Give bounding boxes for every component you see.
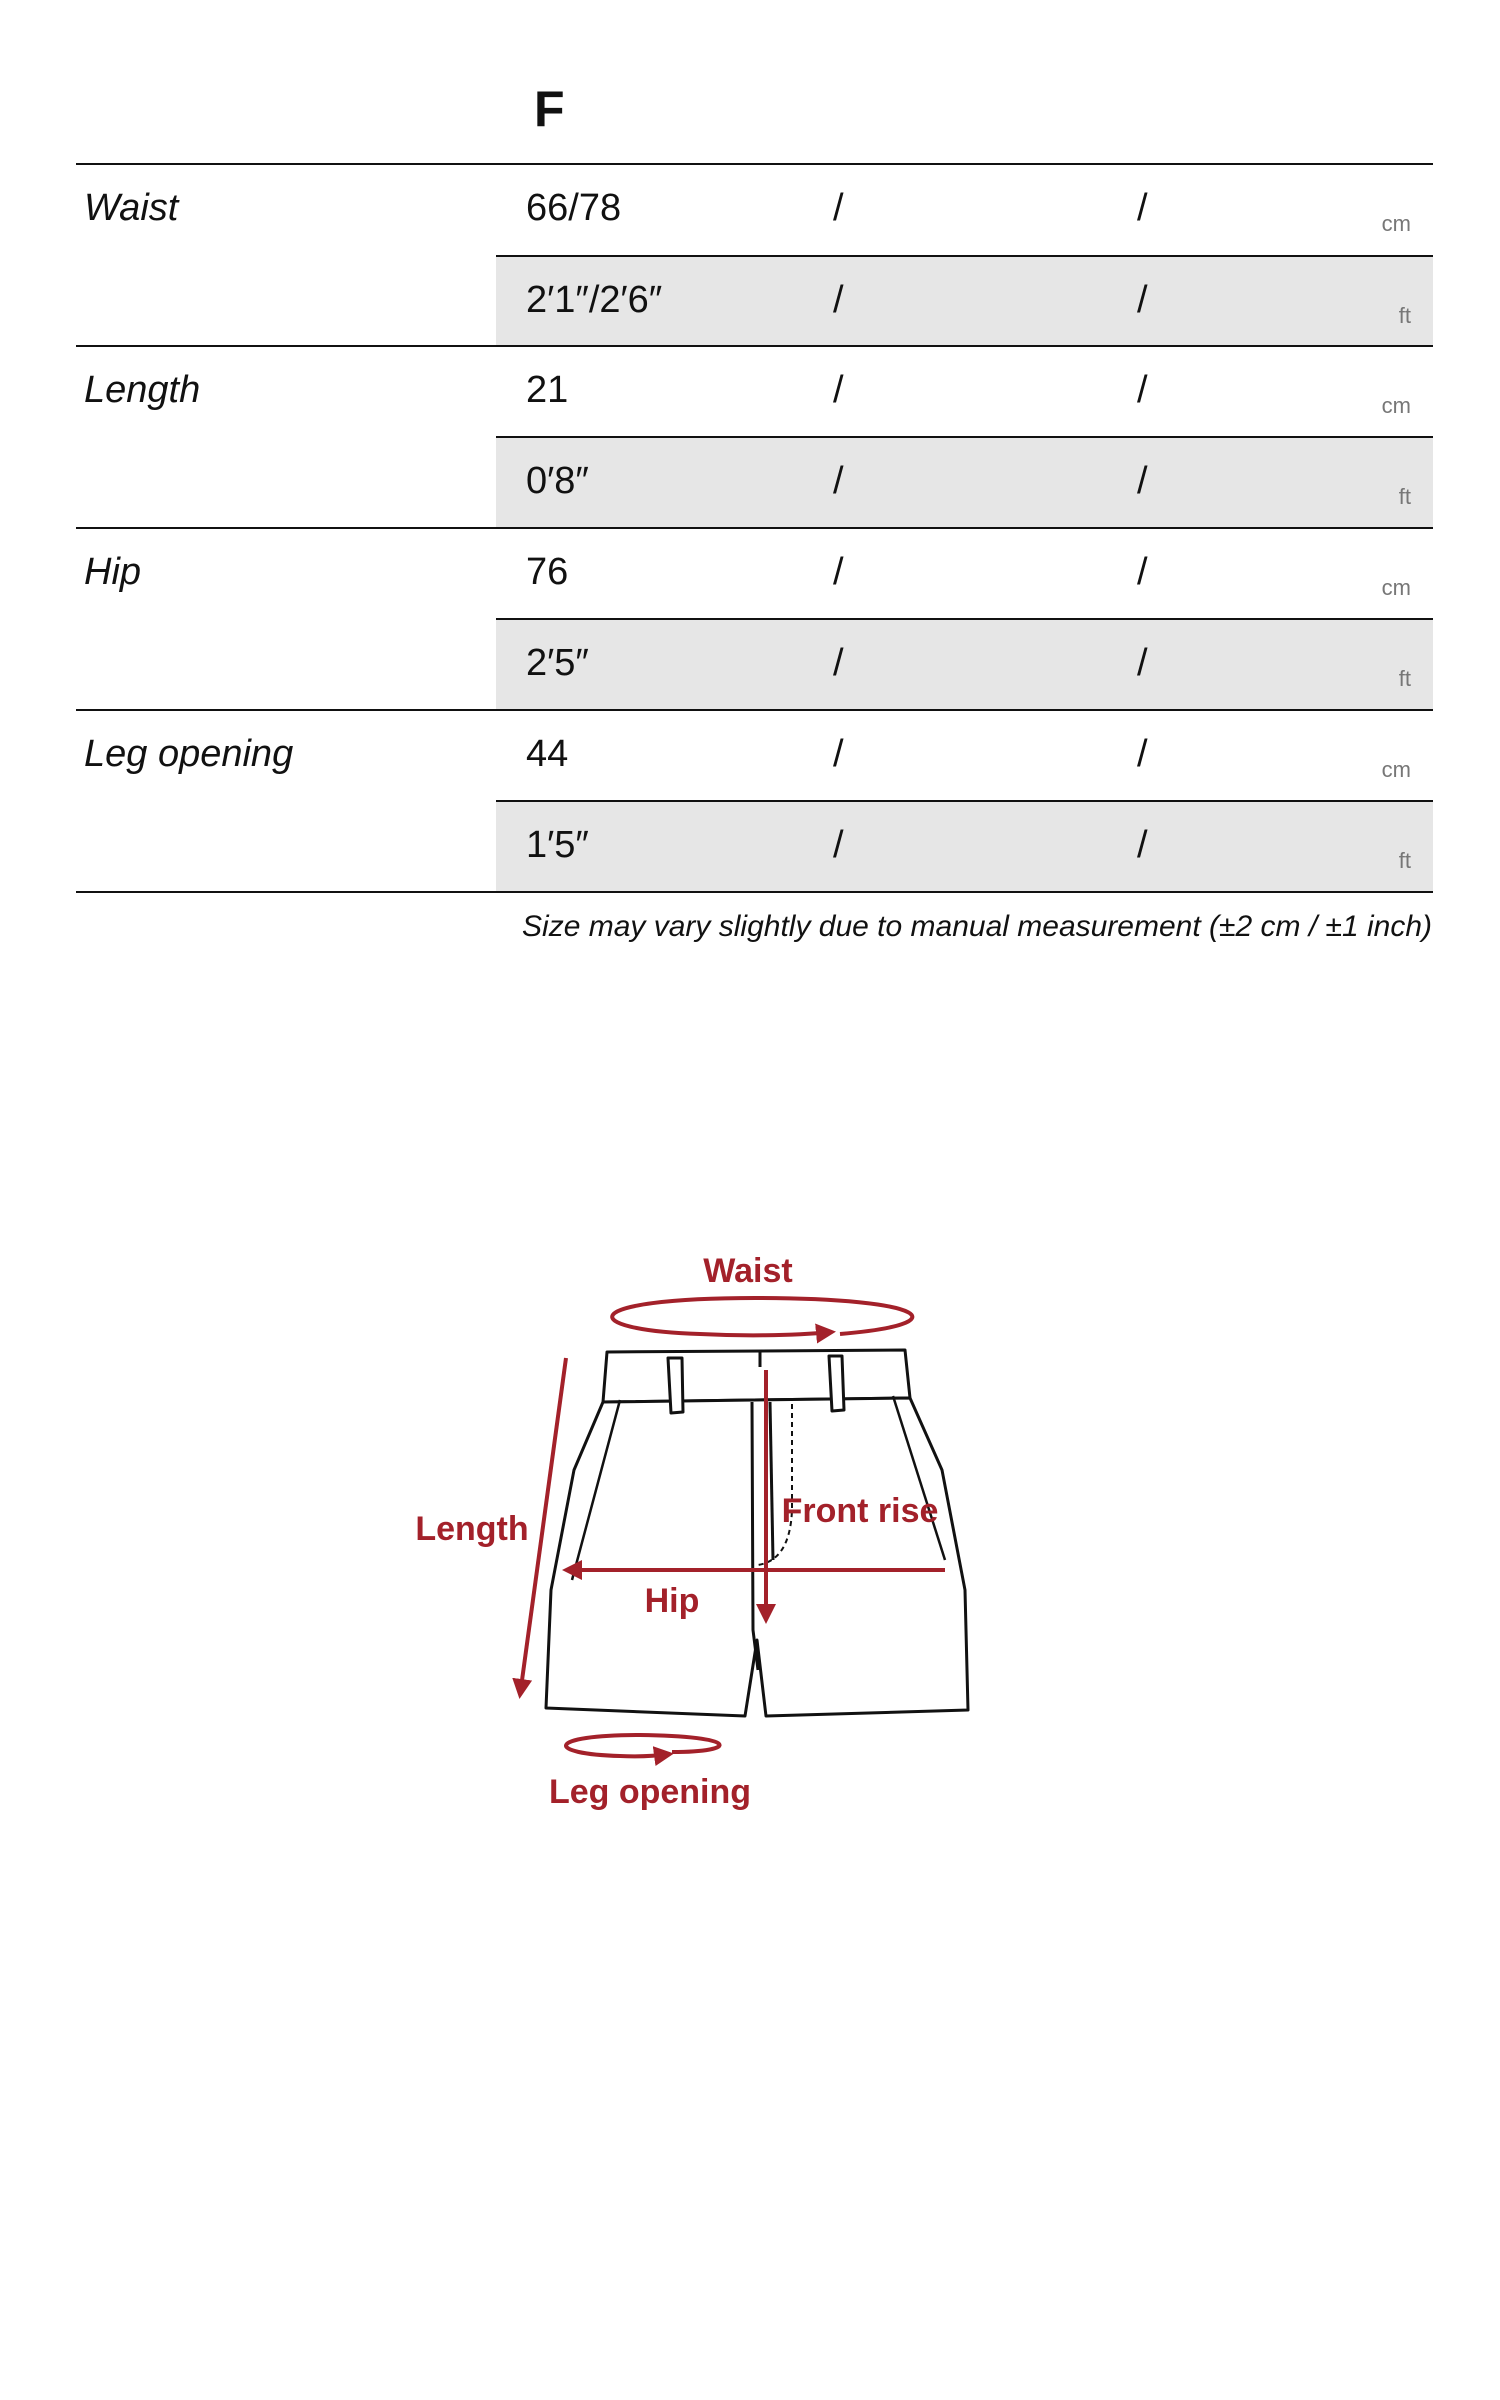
unit-ft: ft <box>1398 303 1411 328</box>
separator: / <box>833 551 844 593</box>
value-waist-cm: 66/78 <box>526 187 622 229</box>
table-row-leg-opening-cm <box>76 711 1433 801</box>
row-band <box>496 620 1433 710</box>
separator: / <box>1137 824 1148 866</box>
unit-ft: ft <box>1398 484 1411 509</box>
belt-loop-left <box>668 1358 683 1413</box>
value-hip-ft: 2′5″ <box>526 642 589 684</box>
separator: / <box>1137 733 1148 775</box>
table-row-waist-ft <box>76 257 1433 347</box>
table-row-length-cm <box>76 347 1433 437</box>
value-hip-cm: 76 <box>526 551 569 593</box>
waistband <box>603 1350 910 1402</box>
value-length-cm: 21 <box>526 369 569 411</box>
row-label-waist: Waist <box>84 187 179 229</box>
separator: / <box>1137 551 1148 593</box>
label-leg-opening: Leg opening <box>548 1773 752 1811</box>
unit-cm: cm <box>1381 575 1411 600</box>
separator: / <box>833 733 844 775</box>
separator: / <box>833 369 844 411</box>
unit-ft: ft <box>1398 848 1411 873</box>
row-label-hip: Hip <box>84 551 142 593</box>
waist-arrow <box>612 1298 912 1335</box>
row-band <box>496 438 1433 528</box>
value-leg-opening-cm: 44 <box>526 733 569 775</box>
label-front-rise: Front rise <box>781 1492 939 1530</box>
value-waist-ft: 2′1″/2′6″ <box>526 279 663 321</box>
measurement-note: Size may vary slightly due to manual measurement (±2 cm / ±1 inch) <box>522 910 1432 943</box>
shorts-measurement-diagram <box>0 1200 1500 1900</box>
separator: / <box>833 460 844 502</box>
value-length-ft: 0′8″ <box>526 460 589 502</box>
row-label-length: Length <box>84 369 201 411</box>
unit-cm: cm <box>1381 211 1411 236</box>
table-row-waist-cm <box>76 165 1433 255</box>
separator: / <box>833 642 844 684</box>
value-leg-opening-ft: 1′5″ <box>526 824 589 866</box>
label-waist: Waist <box>703 1252 793 1290</box>
leg-opening-arrow <box>566 1735 720 1756</box>
unit-ft: ft <box>1398 666 1411 691</box>
separator: / <box>1137 369 1148 411</box>
unit-cm: cm <box>1381 757 1411 782</box>
separator: / <box>833 187 844 229</box>
row-band <box>496 802 1433 892</box>
table-bottom-rule <box>76 891 1433 893</box>
separator: / <box>1137 642 1148 684</box>
separator: / <box>1137 279 1148 321</box>
table-row-leg-opening-ft <box>76 802 1433 892</box>
label-hip: Hip <box>644 1582 700 1620</box>
table-row-hip-cm <box>76 529 1433 619</box>
size-column-header: F <box>534 81 565 137</box>
table-row-length-ft <box>76 438 1433 528</box>
row-label-leg-opening: Leg opening <box>84 733 294 775</box>
unit-cm: cm <box>1381 393 1411 418</box>
shorts-outline <box>546 1350 968 1716</box>
separator: / <box>833 824 844 866</box>
separator: / <box>833 279 844 321</box>
table-row-hip-ft <box>76 620 1433 710</box>
label-length: Length <box>415 1510 529 1548</box>
separator: / <box>1137 460 1148 502</box>
separator: / <box>1137 187 1148 229</box>
belt-loop-right <box>829 1356 844 1411</box>
